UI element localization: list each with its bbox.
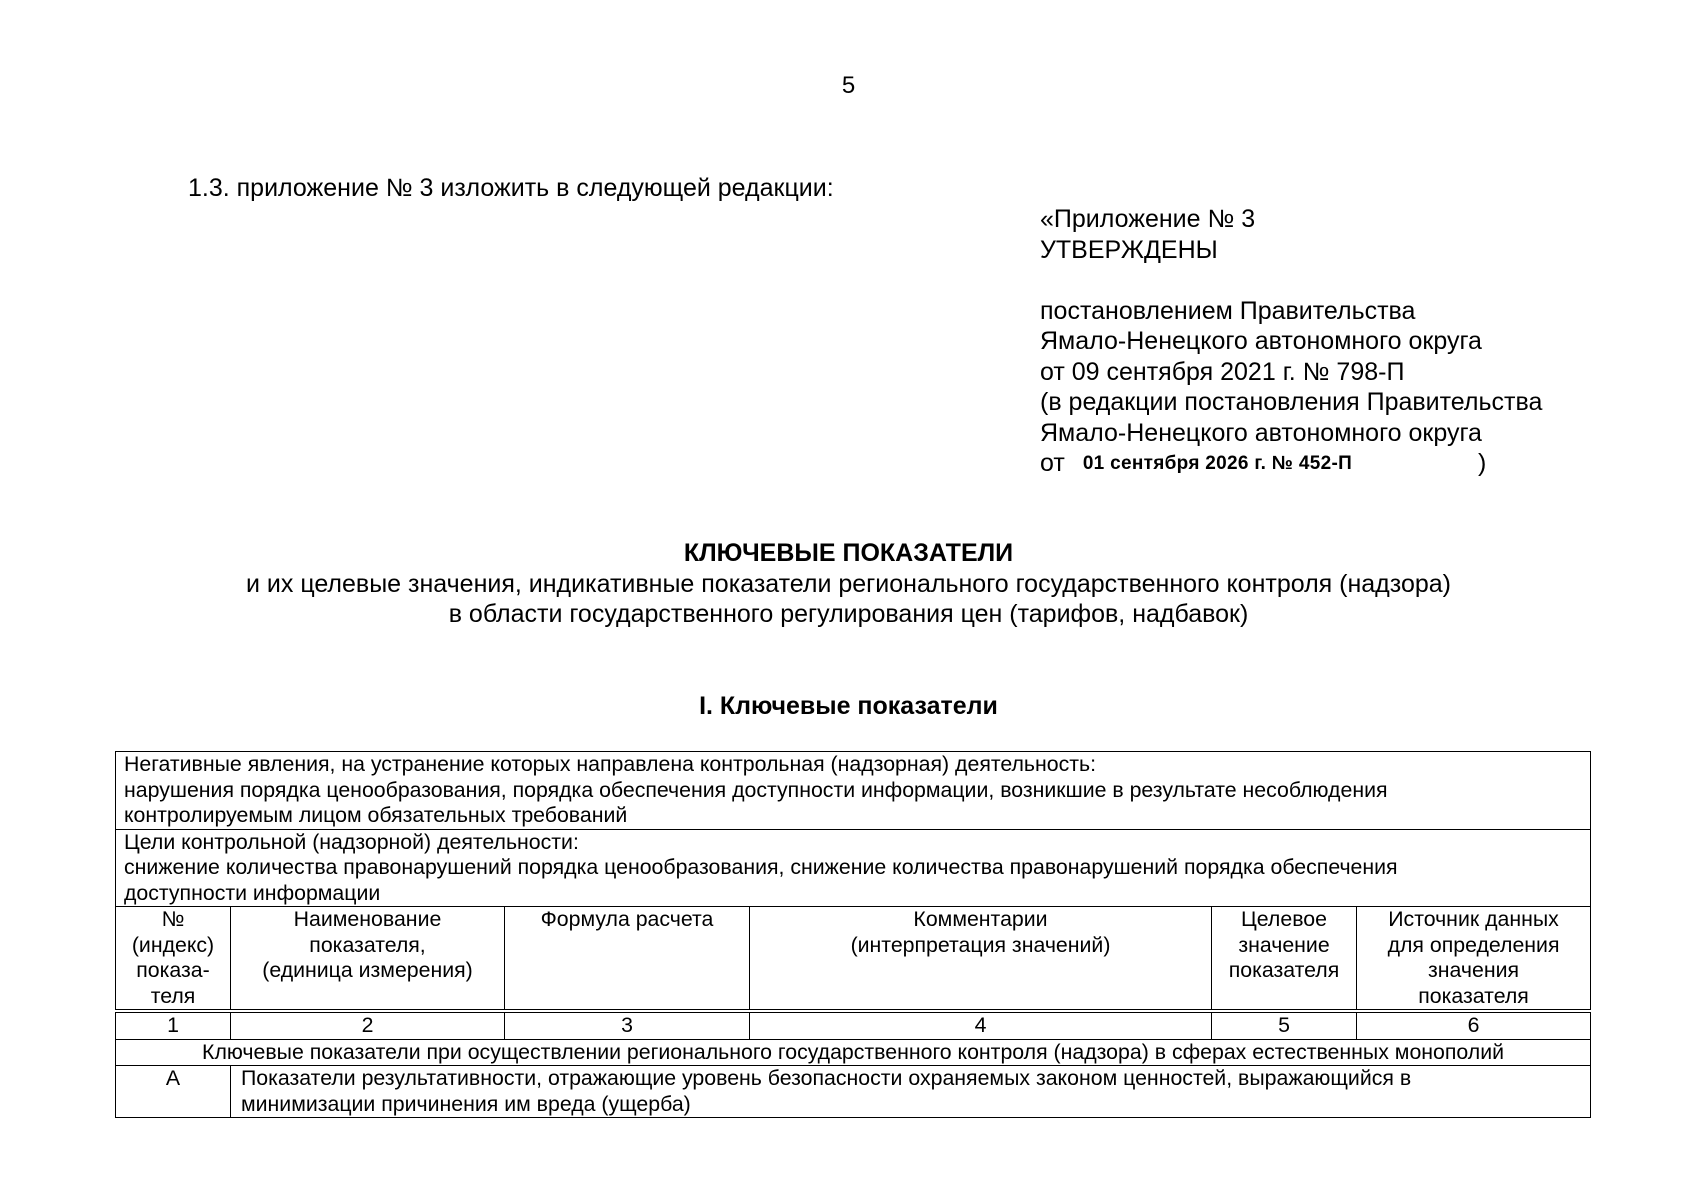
header-target-value: [1212, 907, 1357, 1012]
column-number: 4: [750, 1011, 1212, 1039]
approval-region-line: Ямало-Ненецкого автономного округа: [1040, 327, 1482, 355]
header-name: [231, 907, 505, 1012]
column-number: 3: [505, 1011, 750, 1039]
approval-edition-date-value: 01 сентября 2026 г. № 452-П: [1082, 453, 1353, 474]
header-target-line: значение: [1238, 932, 1330, 957]
header-source-line: показателя: [1418, 983, 1529, 1008]
header-index: [116, 907, 231, 1012]
goals-cell: [116, 829, 1591, 907]
key-indicators-table: [115, 751, 1591, 1118]
amendment-intro: 1.3. приложение № 3 изложить в следующей редакции:: [188, 174, 834, 202]
page-number: 5: [841, 72, 856, 99]
negative-phenomena-text-2: контролируемым лицом обязательных требований: [124, 803, 628, 827]
column-number-row: [116, 1011, 1591, 1039]
document-main-title: КЛЮЧЕВЫЕ ПОКАЗАТЕЛИ: [683, 539, 1014, 567]
natural-monopolies-section-row: [116, 1039, 1591, 1066]
header-index-line: теля: [150, 983, 196, 1008]
header-source-line: значения: [1428, 958, 1520, 982]
natural-monopolies-section-cell: Ключевые показатели при осуществлении регионального государственного контроля (надзора) в сферах естественных монополий: [116, 1039, 1591, 1066]
column-number: 1: [116, 1011, 231, 1039]
goals-text-2: доступности информации: [124, 880, 381, 905]
document-subtitle-line-2: в области государственного регулирования цен (тарифов, надбавок): [448, 600, 1249, 628]
header-comments-line: Комментарии: [913, 907, 1048, 931]
approval-edition-date-line: [1040, 448, 1542, 480]
header-formula-line: Формула расчета: [540, 907, 714, 931]
document-title: [0, 538, 1697, 630]
row-index: А: [116, 1066, 231, 1118]
approval-edition-line: (в редакции постановления Правительства: [1040, 388, 1543, 416]
column-number: 5: [1212, 1011, 1357, 1039]
header-formula: [505, 907, 750, 1012]
header-index-line: (индекс): [131, 932, 215, 957]
negative-phenomena-row: [116, 752, 1591, 830]
row-description-line-1: Показатели результативности, отражающие уровень безопасности охраняемых законом ценностей, выражающийся в: [241, 1066, 1412, 1090]
negative-phenomena-label: Негативные явления, на устранение которых направлена контрольная (надзорная) деятельность:: [124, 752, 1097, 776]
header-source-line: для определения: [1387, 932, 1560, 957]
row-description-line-2: минимизации причинения им вреда (ущерба): [241, 1091, 691, 1116]
header-target-line: Целевое: [1241, 907, 1327, 931]
approval-decree-line: постановлением Правительства: [1040, 296, 1416, 325]
section-heading: I. Ключевые показатели: [699, 692, 998, 720]
header-name-line: показателя,: [309, 932, 426, 957]
negative-phenomena-cell: [116, 752, 1591, 830]
goals-label: Цели контрольной (надзорной) деятельности:: [124, 829, 579, 854]
header-index-line: показа-: [136, 958, 210, 982]
table-row: [116, 1066, 1591, 1118]
header-target-line: показателя: [1228, 958, 1340, 982]
approval-stamp: [1040, 204, 1542, 480]
header-source-line: Источник данных: [1388, 907, 1559, 931]
approval-date-line: от 09 сентября 2021 г. № 798-П: [1040, 357, 1405, 386]
approval-approved-line: УТВЕРЖДЕНЫ: [1040, 235, 1218, 264]
approval-edition-region-line: Ямало-Ненецкого автономного округа: [1040, 418, 1482, 447]
approval-gap: [1040, 265, 1542, 296]
approval-appendix-line: «Приложение № 3: [1040, 205, 1256, 233]
header-comments-line: (интерпретация значений): [850, 932, 1111, 957]
column-number: 6: [1357, 1011, 1591, 1039]
header-name-line: (единица измерения): [262, 958, 473, 982]
row-description: [231, 1066, 1591, 1118]
document-subtitle-line-1: и их целевые значения, индикативные показатели регионального государственного контроля (надзора): [246, 569, 1451, 598]
goals-row: [116, 829, 1591, 907]
header-index-line: №: [161, 907, 185, 931]
approval-edition-date-prefix: от: [1040, 449, 1065, 477]
header-comments: [750, 907, 1212, 1012]
table-header-row: [116, 907, 1591, 1012]
column-number: 2: [231, 1011, 505, 1039]
negative-phenomena-text-1: нарушения порядка ценообразования, порядка обеспечения доступности информации, возникшие в результате несоблюдения: [124, 777, 1388, 802]
header-name-line: Наименование: [293, 907, 442, 931]
approval-edition-date-close: ): [1478, 449, 1487, 477]
header-data-source: [1357, 907, 1591, 1012]
goals-text-1: снижение количества правонарушений порядка ценообразования, снижение количества правонарушений порядка обеспечения: [124, 855, 1398, 879]
